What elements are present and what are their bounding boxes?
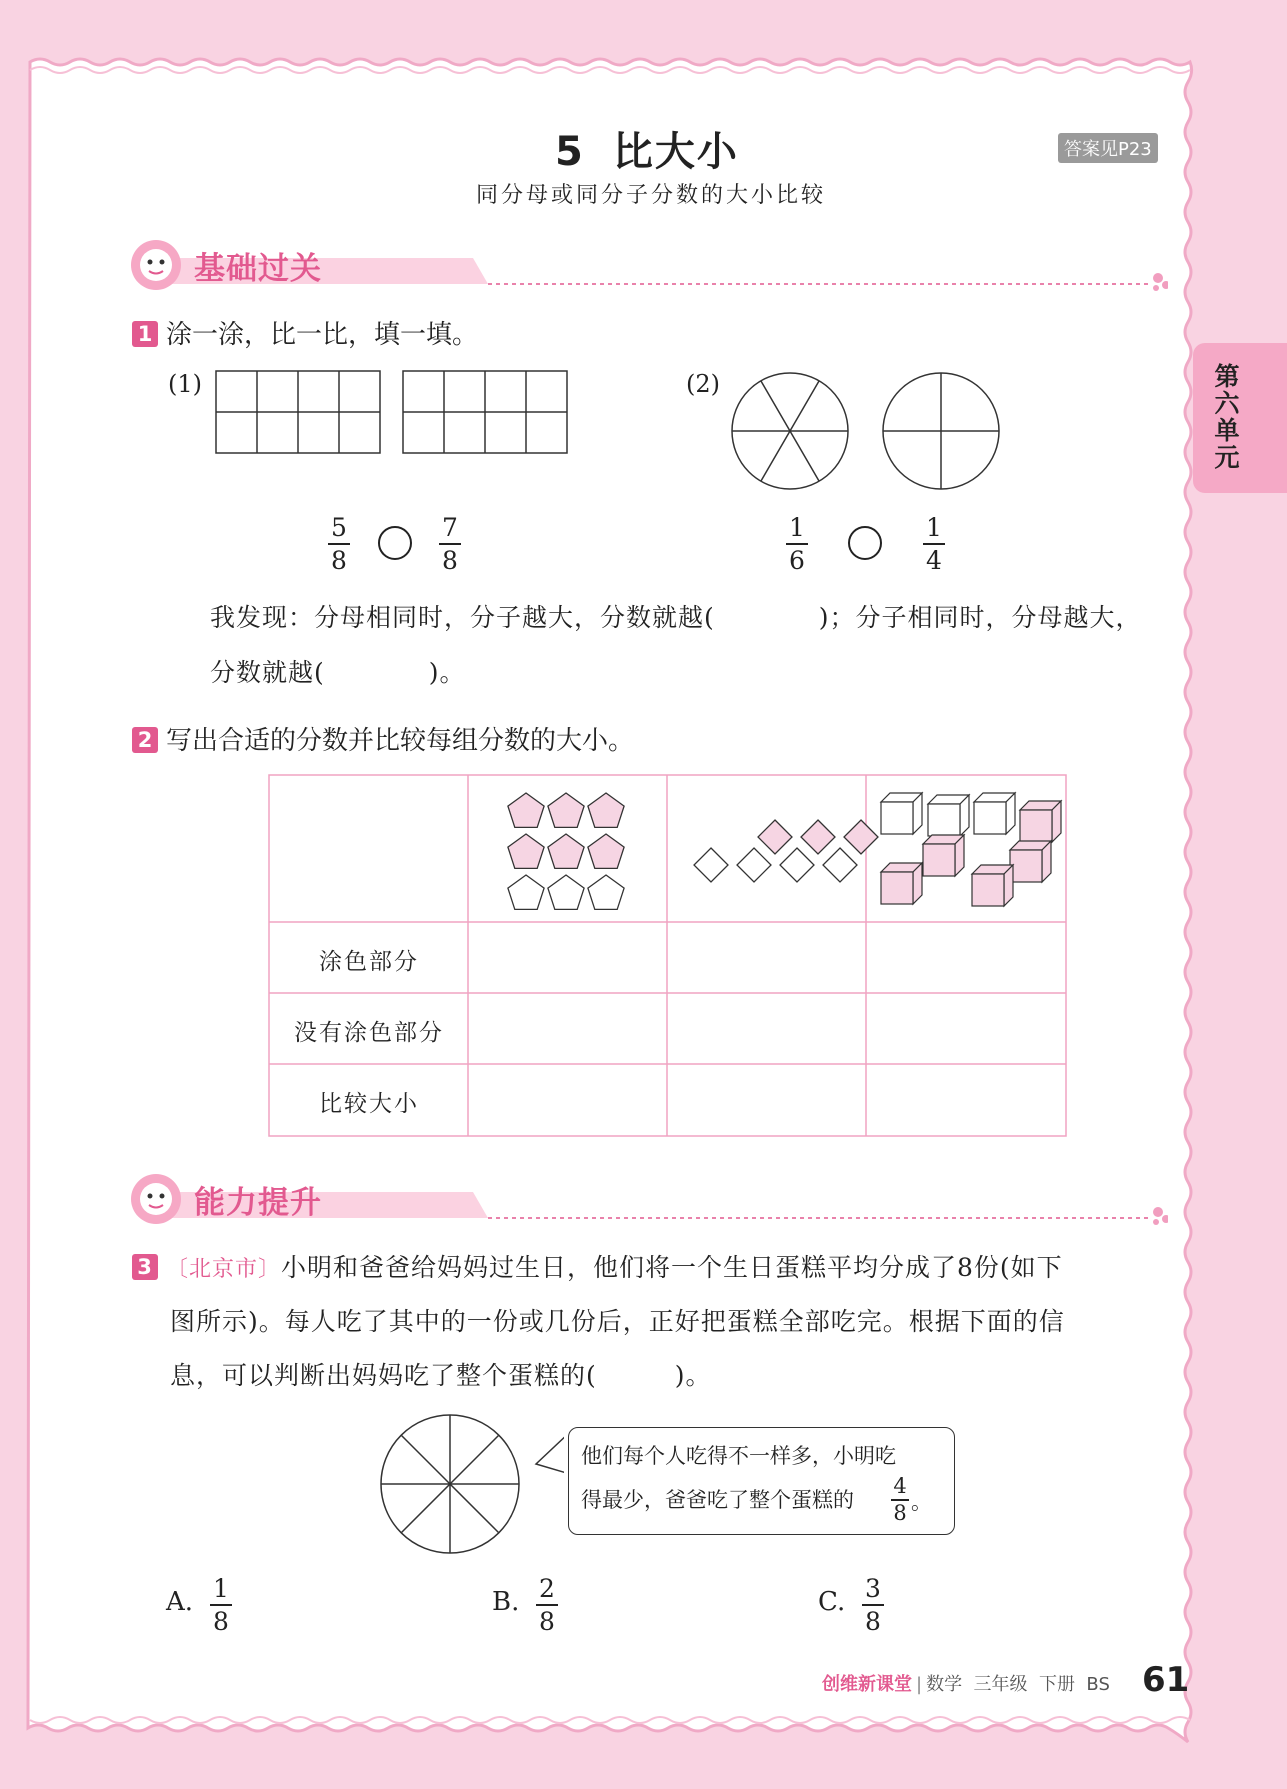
part-1-label: (1) <box>168 370 202 398</box>
answer-cell[interactable] <box>470 1066 666 1134</box>
question-1-text: 涂一涂，比一比，填一填。 <box>166 320 479 350</box>
denominator: 8 <box>539 1607 555 1636</box>
row-label-compare: 比较大小 <box>319 1091 419 1117</box>
option-fraction <box>858 1573 888 1637</box>
footer-info: 数学 三年级 下册 BS <box>926 1674 1110 1695</box>
fraction-5-8 <box>324 512 354 576</box>
circle-figures <box>728 370 1008 490</box>
question-number-badge: 2 <box>132 727 158 753</box>
side-tab-char: 单 <box>1214 416 1240 445</box>
section-header-basic <box>128 238 1168 292</box>
question-2-prompt <box>132 720 634 757</box>
answer-cell[interactable] <box>669 924 865 992</box>
numerator: 2 <box>539 1574 555 1603</box>
discovery-line-2: 分数就越( )。 <box>210 658 466 687</box>
denominator: 8 <box>442 546 458 575</box>
footer-brand: 创维新课堂 <box>822 1674 912 1695</box>
cube-shape <box>928 795 969 836</box>
fraction-1-6 <box>782 512 812 576</box>
cube-shape <box>881 863 922 904</box>
fraction-1-4 <box>919 512 949 576</box>
answer-cell[interactable] <box>470 995 666 1063</box>
question-3-line-1 <box>132 1248 1063 1284</box>
option-c[interactable] <box>818 1573 898 1639</box>
compare-circle-blank[interactable] <box>378 526 412 560</box>
answer-cell[interactable] <box>669 995 865 1063</box>
source-tag: 〔北京市〕 <box>166 1257 282 1282</box>
answer-cell[interactable] <box>669 1066 865 1134</box>
circle-quarters[interactable] <box>883 373 999 489</box>
numerator: 4 <box>893 1474 907 1498</box>
denominator: 4 <box>926 546 942 575</box>
answer-cell[interactable] <box>470 924 666 992</box>
option-letter: B. <box>492 1587 520 1617</box>
page-subtitle: 同分母或同分子分数的大小比较 <box>476 183 827 208</box>
circle-sixths[interactable] <box>732 373 848 489</box>
option-fraction <box>532 1573 562 1637</box>
cube-shape <box>1020 801 1061 842</box>
question-1-prompt <box>132 314 478 351</box>
question-3-line-3: 息，可以判断出妈妈吃了整个蛋糕的( )。 <box>170 1361 712 1390</box>
numerator: 1 <box>789 513 805 542</box>
option-b[interactable] <box>492 1573 572 1639</box>
fraction-7-8 <box>435 512 465 576</box>
answer-reference-badge: 答案见P23 <box>1058 133 1158 163</box>
footer-divider: | <box>916 1674 923 1695</box>
question-2-text: 写出合适的分数并比较每组分数的大小。 <box>166 726 635 756</box>
pentagon-group <box>508 793 624 909</box>
page-number: 61 <box>1142 1660 1190 1700</box>
eighths-grid-left[interactable] <box>216 371 380 453</box>
cube-shape <box>974 793 1015 834</box>
question-3-line-2: 图所示)。每人吃了其中的一份或几份后，正好把蛋糕全部吃完。根据下面的信 <box>170 1307 1065 1336</box>
discovery-line-1: 我发现：分母相同时，分子越大，分数就越( )；分子相同时，分母越大， <box>210 603 1142 632</box>
option-a[interactable] <box>166 1573 246 1639</box>
answer-cell[interactable] <box>868 995 1064 1063</box>
question-number-badge: 1 <box>132 321 158 347</box>
row-label-unshaded: 没有涂色部分 <box>294 1020 444 1046</box>
side-tab-char: 六 <box>1214 389 1240 418</box>
numerator: 1 <box>213 1574 229 1603</box>
lesson-number: 5 <box>555 129 585 175</box>
compare-circle-blank[interactable] <box>848 526 882 560</box>
denominator: 8 <box>893 1501 907 1525</box>
numerator: 5 <box>331 513 347 542</box>
page-title <box>555 120 739 177</box>
option-letter: C. <box>818 1587 846 1617</box>
side-tab-char: 第 <box>1214 362 1240 391</box>
unit-side-tab <box>1193 343 1287 493</box>
numerator: 1 <box>926 513 942 542</box>
section-title-basic: 基础过关 <box>194 251 322 287</box>
side-tab-char: 元 <box>1214 443 1240 472</box>
part-2-label: (2) <box>686 370 720 398</box>
cube-shape <box>881 793 922 834</box>
denominator: 8 <box>331 546 347 575</box>
option-fraction <box>206 1573 236 1637</box>
section-header-advanced <box>128 1172 1168 1226</box>
numerator: 3 <box>865 1574 881 1603</box>
speech-bubble-tail <box>534 1424 564 1484</box>
speech-bubble <box>568 1427 955 1535</box>
denominator: 8 <box>865 1607 881 1636</box>
eighths-grid-right[interactable] <box>403 371 567 453</box>
cube-shape <box>1010 841 1051 882</box>
option-letter: A. <box>166 1587 194 1617</box>
bubble-end: 。 <box>911 1490 932 1514</box>
bubble-line-1: 他们每个人吃得不一样多，小明吃 <box>581 1444 896 1468</box>
numerator: 7 <box>442 513 458 542</box>
fraction-4-8 <box>889 1474 911 1526</box>
footer <box>822 1670 1110 1696</box>
cube-shape <box>923 835 964 876</box>
answer-cell[interactable] <box>868 1066 1064 1134</box>
cake-circle-eighths <box>378 1412 522 1556</box>
row-label-shaded: 涂色部分 <box>319 949 419 975</box>
section-title-advanced: 能力提升 <box>194 1185 322 1221</box>
bubble-line-2 <box>581 1484 854 1514</box>
eighths-grid-figures <box>215 368 575 456</box>
bubble-text: 得最少，爸爸吃了整个蛋糕的 <box>581 1488 854 1512</box>
cube-shape <box>972 865 1013 906</box>
lesson-name: 比大小 <box>612 129 739 175</box>
question-number-badge: 3 <box>132 1254 158 1280</box>
answer-cell[interactable] <box>868 924 1064 992</box>
question-3-text-1: 小明和爸爸给妈妈过生日，他们将一个生日蛋糕平均分成了8份(如下 <box>281 1253 1063 1282</box>
denominator: 6 <box>789 546 805 575</box>
denominator: 8 <box>213 1607 229 1636</box>
